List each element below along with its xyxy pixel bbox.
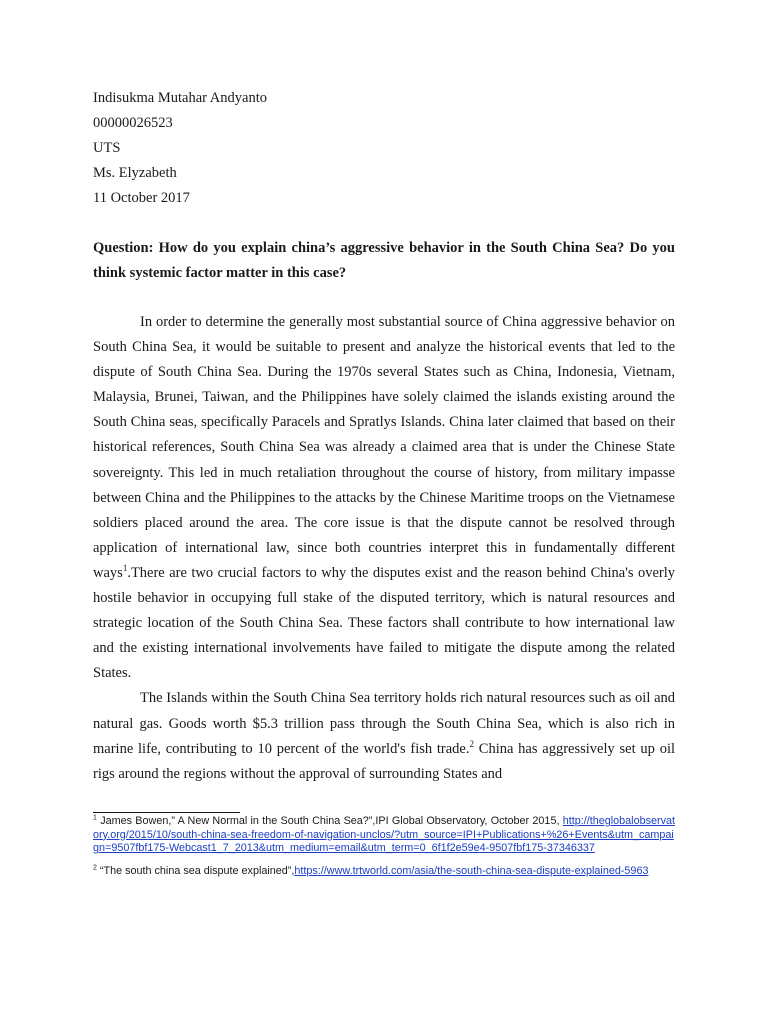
paragraph-1-text-a: In order to determine the generally most substantial source of China aggressive behavior on South China Sea, it would be suitable to present and analyze the historical events that led to the dispute of South China Sea. During the 1970s several States such as China, Indonesia, Vietnam, Malaysia, Brunei, Taiwan, and the Philippines have solely claimed the islands existing around the South China seas, specifically Paracels and Spratlys Islands. China later claimed that based on their historical references, South China Sea was already a claimed area that is under the Chinese State sovereignty. This led in much retaliation throughout the course of history, from military impasse between China and the Philippines to the attacks by the Chinese Maritime troops on the Vietnamese soldiers placed around the area. The core issue is that the dispute cannot be resolved through application of international law, since both countries interpret this in fundamentally different ways	[93, 314, 675, 581]
footnote-2-number: 2	[93, 864, 97, 872]
essay-question: Question: How do you explain china’s aggressive behavior in the South China Sea? Do you think systemic factor matter in this case?	[93, 240, 675, 281]
paragraph-1	[93, 310, 675, 686]
footnote-separator	[93, 812, 240, 813]
paragraph-1-text-b: .There are two crucial factors to why the disputes exist and the reason behind China's overly hostile behavior in occupying full stake of the disputed territory, which is natural resources and strategic location of the South China Sea. These factors shall contribute to how international law and the existing international involvements have failed to mitigate the dispute among the related States.	[93, 564, 675, 682]
author-header	[93, 86, 267, 211]
footnote-ref-1[interactable]: 1	[122, 563, 128, 574]
author-name: Indisukma Mutahar Andyanto	[93, 90, 267, 106]
exam-label: UTS	[93, 140, 121, 156]
footnote-1-number: 1	[93, 814, 97, 822]
footnote-1-link[interactable]: http://theglobalobservatory.org/2015/10/south-china-sea-freedom-of-navigation-unclos/?utm_source=IPI+Publications+%26+Events&utm_campaign=9507fbf175-Webcast1_7_2013&utm_medium=email&utm_term=0_6f1f2e59e4-9507fbf175-37346337	[93, 815, 675, 855]
lecturer-name: Ms. Elyzabeth	[93, 165, 177, 181]
paragraph-2	[93, 686, 675, 786]
footnote-2-text: “The south china sea dispute explained”,	[96, 864, 295, 877]
footnote-2	[93, 865, 675, 879]
essay-body	[93, 310, 675, 787]
footnote-ref-2[interactable]: 2	[469, 738, 474, 749]
paragraph-2-text-a: The Islands within the South China Sea territory holds rich natural resources such as oil and natural gas. Goods worth $5.3 trillion pass through the South China Sea, which is also rich in marine life, contributing to 10 percent of the world's fish trade.	[93, 690, 675, 757]
footnotes	[93, 815, 675, 878]
footnote-2-link[interactable]: https://www.trtworld.com/asia/the-south-china-sea-dispute-explained-5963	[294, 864, 649, 877]
student-id: 00000026523	[93, 115, 173, 131]
footnote-1	[93, 815, 675, 856]
footnote-1-text: James Bowen,” A New Normal in the South China Sea?”,IPI Global Observatory, October 2015,	[96, 815, 563, 827]
document-date: 11 October 2017	[93, 190, 190, 206]
paragraph-2-text-b: China has aggressively set up oil rigs around the regions without the approval of surrounding States and	[93, 740, 675, 782]
